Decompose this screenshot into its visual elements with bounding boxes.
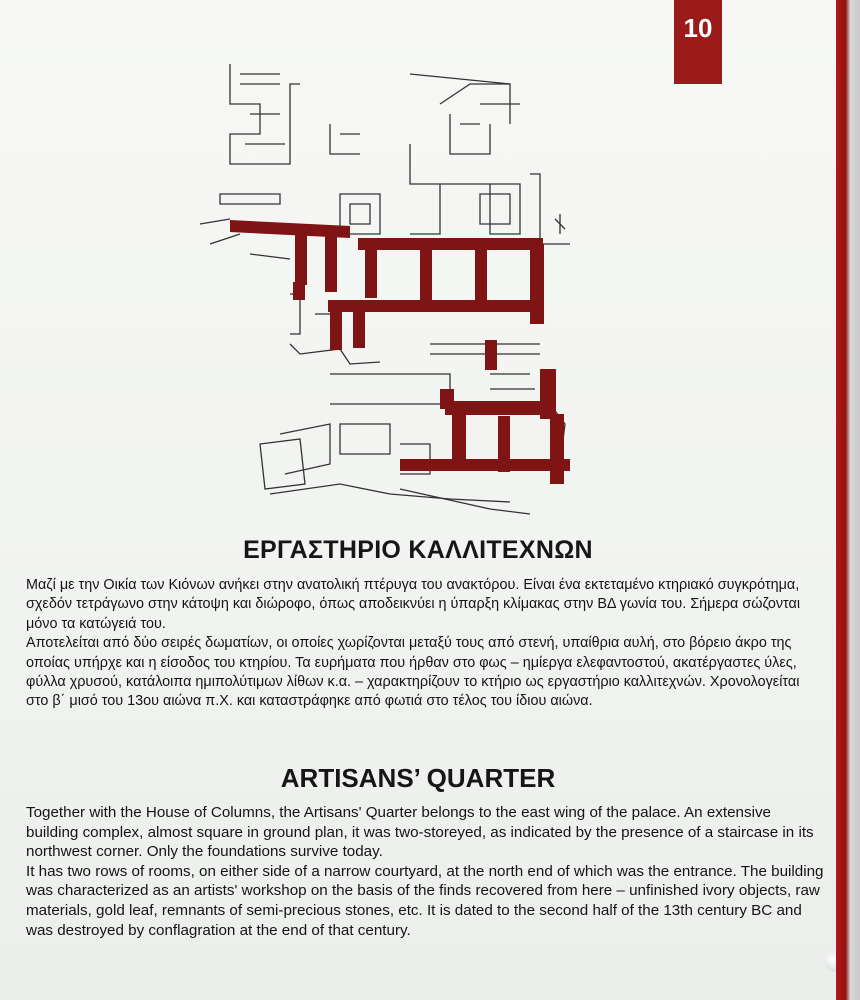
surrounding-walls-outline bbox=[200, 64, 570, 514]
greek-paragraph: Αποτελείται από δύο σειρές δωματίων, οι οποίες χωρίζονται μεταξύ τους από στενή, υπαίθρια αυλή, στο βόρειο άκρο της οποίας υπήρχε και η είσοδος του κτηρίου. Τα ευρήματα που ήρθαν στο φως – ημίεργα ελεφαντοστού, ακατέργαστες ύλες, φύλλα χρυσού, κατάλοιπα ημιπολύτιμων λίθων κ.α. – χαρακτηρίζουν το κτήριο ως εργαστήριο καλλιτεχνών. Χρονολογείται στο β΄ μισό του 13ου αιώνα π.Χ. και καταστράφηκε από φωτιά στο τέλος του ίδιου αιώνα. bbox=[26, 635, 800, 710]
greek-description bbox=[26, 576, 822, 712]
sign-number: 10 bbox=[683, 13, 713, 43]
english-title: ARTISANS’ QUARTER bbox=[280, 763, 556, 793]
site-plan-drawing bbox=[190, 44, 580, 522]
greek-paragraph: Μαζί με την Οικία των Κιόνων ανήκει στην ανατολική πτέρυγα του ανακτόρου. Είναι ένα εκτεταμένο κτηριακό συγκρότημα, σχεδόν τετράγωνο στην κάτοψη και διώροφο, όπως αποδεικνύει η ύπαρξη κλίμακας στην ΒΔ γωνία του. Σήμερα σώζονται μόνο τα κατώγειά του. bbox=[26, 577, 801, 632]
sign-number-badge bbox=[674, 0, 722, 84]
english-description bbox=[26, 803, 826, 940]
greek-title: ΕΡΓΑΣΤΗΡΙΟ ΚΑΛΛΙΤΕΧΝΩΝ bbox=[243, 536, 593, 564]
sign-frame-edge bbox=[836, 0, 860, 1000]
english-paragraph: Together with the House of Columns, the Artisans' Quarter belongs to the east wing of the palace. An extensive building complex, almost square in ground plan, it was two-storeyed, as indicated by the presence of a staircase in its northwest corner. Only the foundations survive today. bbox=[26, 804, 814, 861]
english-paragraph: It has two rows of rooms, on either side of a narrow courtyard, at the north end of which was the entrance. The building was characterized as an artists' workshop on the basis of the finds recovered from here – unfinished ivory objects, raw materials, gold leaf, remnants of semi-precious stones, etc. It is dated to the second half of the 13th century BC and was destroyed by conflagration at the end of that century. bbox=[26, 862, 824, 939]
